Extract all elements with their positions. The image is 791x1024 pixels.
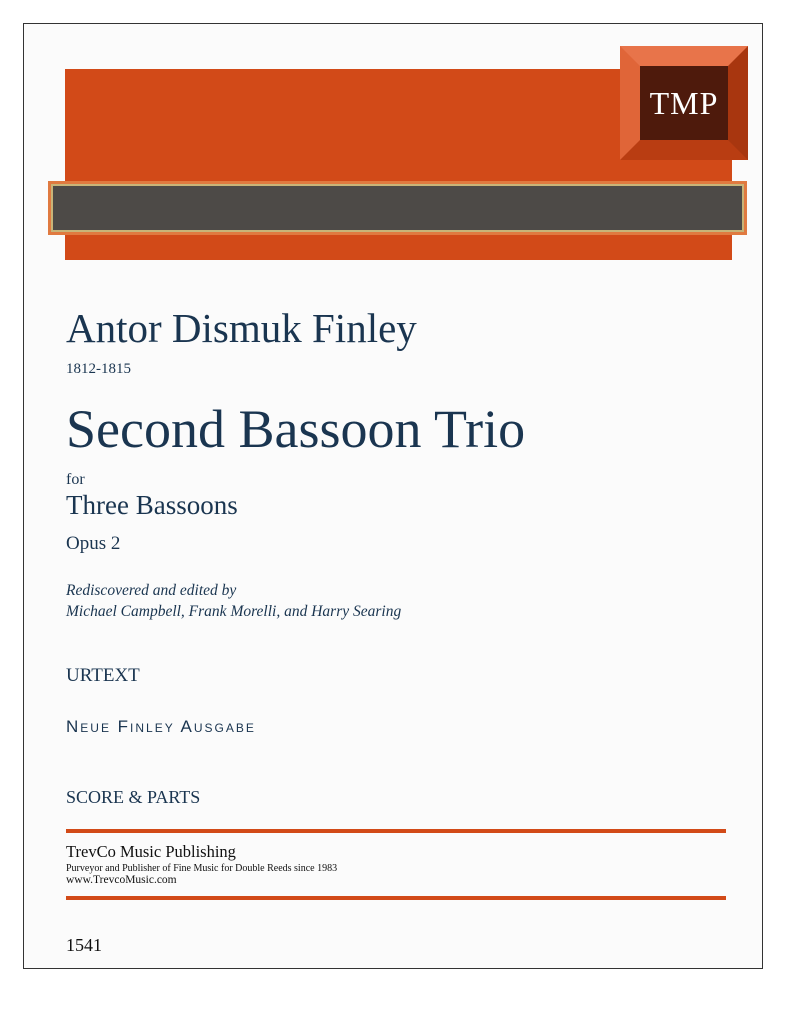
series-name: Neue Finley Ausgabe [66,717,256,736]
format-label: SCORE & PARTS [66,787,201,807]
urtext-label: URTEXT [66,665,140,686]
composer-dates: 1812-1815 [66,361,131,377]
bottom-rule [66,896,726,900]
tmp-logo [620,46,748,160]
opus-number: Opus 2 [66,533,121,554]
editors-line-2: Michael Campbell, Frank Morelli, and Harry Searing [66,603,402,620]
catalog-number: 1541 [66,935,102,955]
publisher-tagline: Purveyor and Publisher of Fine Music for Double Reeds since 1983 [66,863,338,874]
for-label: for [66,471,85,488]
logo-text: TMP [649,84,719,121]
composer-name: Antor Dismuk Finley [66,305,417,351]
instrumentation: Three Bassoons [66,490,238,520]
banner-stripe [48,181,747,235]
top-rule [66,829,726,833]
editors-line-1: Rediscovered and edited by [66,582,237,599]
publisher-name: TrevCo Music Publishing [66,842,236,861]
editors-credit [66,580,401,622]
work-title: Second Bassoon Trio [66,399,526,459]
publisher-url[interactable]: www.TrevcoMusic.com [66,874,177,886]
